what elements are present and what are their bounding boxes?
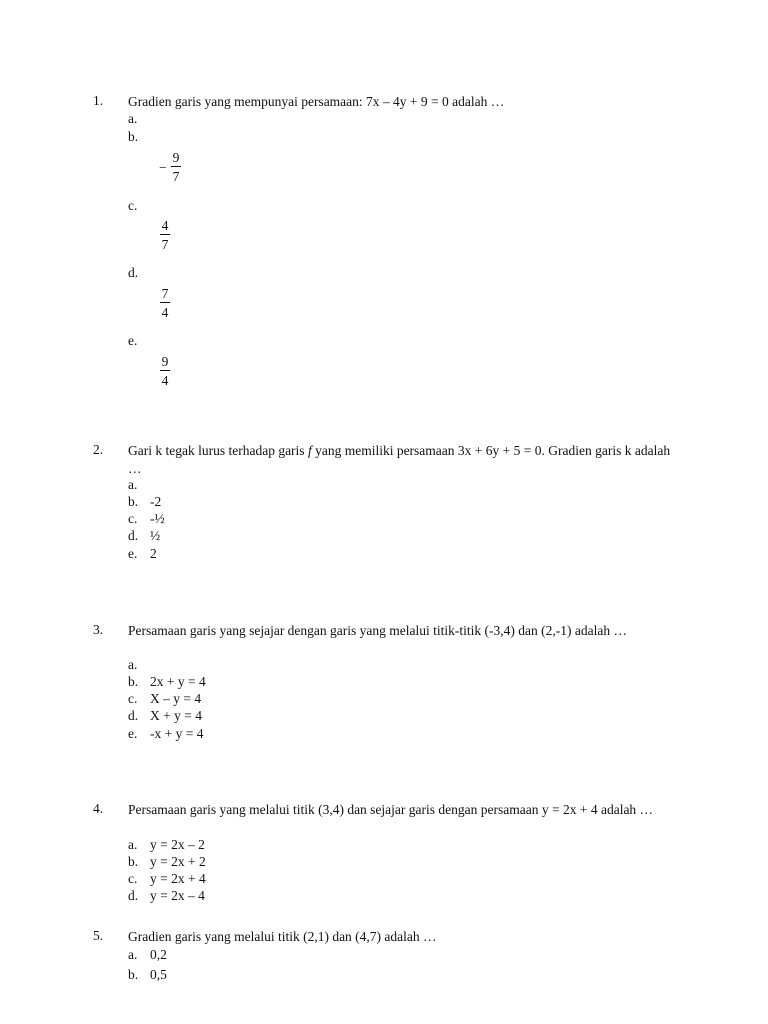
question-number: 3. [93, 622, 104, 637]
question-text: Gradien garis yang melalui titik (2,1) dan (4,7) adalah … [128, 929, 437, 944]
option-c: c. X – y = 4 [128, 691, 202, 706]
option-b: b. -2 [128, 494, 162, 509]
option-b: b. y = 2x + 2 [128, 854, 206, 869]
option-a: a. [128, 477, 138, 492]
option-a: a. [128, 657, 138, 672]
question-text: Persamaan garis yang sejajar dengan garis yang melalui titik-titik (-3,4) dan (2,-1) adalah … [128, 623, 627, 638]
option-e: e. 2 [128, 546, 157, 561]
option-c: c. [128, 198, 138, 213]
fraction-numerator: 9 [161, 354, 169, 369]
option-b: b. [128, 129, 139, 144]
option-e: e. [128, 333, 138, 348]
option-d: d. ½ [128, 528, 161, 543]
question-number: 5. [93, 928, 104, 943]
question-number: 1. [93, 93, 104, 108]
question-number: 2. [93, 442, 104, 457]
question-text: Gradien garis yang mempunyai persamaan: 7x – 4y + 9 = 0 adalah … [128, 94, 505, 109]
option-d: d. y = 2x – 4 [128, 888, 205, 903]
question-text: Persamaan garis yang melalui titik (3,4) dan sejajar garis dengan persamaan y = 2x + 4 adalah … [128, 802, 654, 817]
option-e: e. -x + y = 4 [128, 726, 204, 741]
option-e-fraction [160, 354, 170, 388]
option-a: a. [128, 111, 138, 126]
option-a: a. 0,2 [128, 947, 167, 962]
fraction-denominator: 4 [161, 373, 169, 388]
option-c-fraction [160, 218, 170, 252]
option-d: d. X + y = 4 [128, 708, 202, 723]
option-c: c. -½ [128, 511, 165, 526]
option-d-fraction [160, 286, 170, 320]
option-b-fraction [171, 150, 181, 184]
option-d: d. [128, 265, 139, 280]
fraction-numerator: 4 [161, 218, 169, 233]
fraction-numerator: 7 [161, 286, 169, 301]
fraction-denominator: 4 [161, 305, 169, 320]
option-b: b. 0,5 [128, 967, 167, 982]
fraction-denominator: 7 [172, 169, 180, 184]
italic-variable: f [307, 443, 312, 458]
option-a: a. y = 2x – 2 [128, 837, 205, 852]
fraction-sign: − [159, 160, 167, 175]
fraction-denominator: 7 [161, 237, 169, 252]
question-number: 4. [93, 801, 104, 816]
fraction-numerator: 9 [172, 150, 180, 165]
option-c: c. y = 2x + 4 [128, 871, 206, 886]
option-b: b. 2x + y = 4 [128, 674, 206, 689]
question-text: Gari k tegak lurus terhadap garis f yang memiliki persamaan 3x + 6y + 5 = 0. Gradien garis k adalah … [128, 443, 671, 476]
